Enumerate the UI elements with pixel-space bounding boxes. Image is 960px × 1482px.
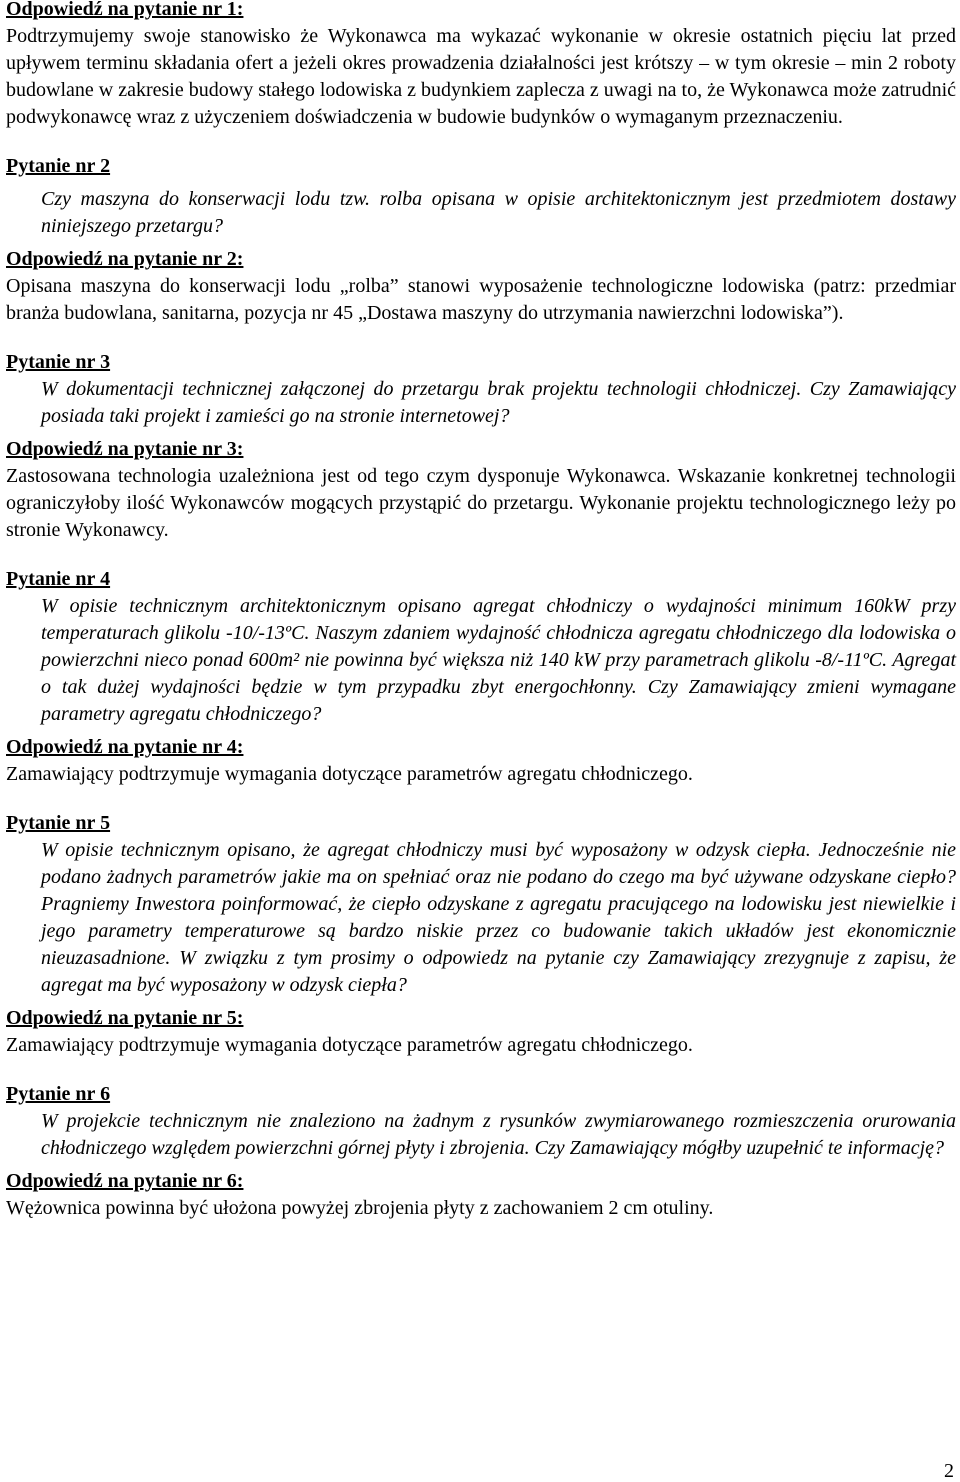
answer-text: Opisana maszyna do konserwacji lodu „rolba” stanowi wyposażenie technologiczne lodowiska (patrz: przedmiar branża budowlana, sanitarna, pozycja nr 45 „Dostawa maszyny do utrzymania nawierzchni lodowiska”).	[6, 275, 956, 324]
document-page	[6, 0, 956, 1222]
question-text: W opisie technicznym architektonicznym opisano agregat chłodniczy o wydajności minimum 160kW przy temperaturach glikolu -10/-13ºC. Naszym zdaniem wydajność chłodnicza agregatu chłodniczego dla lodowiska o powierzchni nieco ponad 600m² nie powinna być większa niż 140 kW przy parametrach glikolu -8/-11ºC. Agregat o tak dużej wydajności będzie w tym przypadku zbyt energochłonny. Czy Zamawiający zmieni wymagane parametry agregatu chłodniczego?	[41, 595, 956, 725]
answer-heading: Odpowiedź na pytanie nr 4:	[6, 736, 244, 758]
question-text: W dokumentacji technicznej załączonej do przetargu brak projektu technologii chłodniczej. Czy Zamawiający posiada taki projekt i zamieści go na stronie internetowej?	[41, 378, 956, 427]
question-heading: Pytanie nr 3	[6, 351, 111, 373]
answer-heading: Odpowiedź na pytanie nr 3:	[6, 438, 244, 460]
answer-text: Wężownica powinna być ułożona powyżej zbrojenia płyty z zachowaniem 2 cm otuliny.	[6, 1197, 714, 1219]
answer-text: Podtrzymujemy swoje stanowisko że Wykonawca ma wykazać wykonanie w okresie ostatnich pięciu lat przed upływem terminu składania ofert a jeżeli okres prowadzenia działalności jest krótszy – w tym okresie – min 2 roboty budowlane w zakresie budowy stałego lodowiska z budynkiem zaplecza z uwagi na to, że Wykonawca może zatrudnić podwykonawcę wraz z użyczeniem doświadczenia w budowie budynków o wymaganym przeznaczeniu.	[6, 25, 956, 128]
qa-section-3	[6, 349, 956, 544]
answer-text: Zastosowana technologia uzależniona jest od tego czym dysponuje Wykonawca. Wskazanie konkretnej technologii ograniczyłoby ilość Wykonawców mogących przystąpić do przetargu. Wykonanie projektu technologicznego leży po stronie Wykonawcy.	[6, 465, 956, 541]
question-heading: Pytanie nr 2	[6, 155, 111, 177]
answer-text: Zamawiający podtrzymuje wymagania dotyczące parametrów agregatu chłodniczego.	[6, 763, 693, 785]
qa-section-6	[6, 1081, 956, 1222]
answer-heading: Odpowiedź na pytanie nr 5:	[6, 1007, 244, 1029]
qa-section-5	[6, 810, 956, 1059]
answer-heading: Odpowiedź na pytanie nr 1:	[6, 0, 244, 20]
answer-heading: Odpowiedź na pytanie nr 2:	[6, 248, 244, 270]
question-text: Czy maszyna do konserwacji lodu tzw. rolba opisana w opisie architektonicznym jest przedmiotem dostawy niniejszego przetargu?	[41, 188, 956, 237]
question-heading: Pytanie nr 6	[6, 1083, 111, 1105]
question-text: W opisie technicznym opisano, że agregat chłodniczy musi być wyposażony w odzysk ciepła. Jednocześnie nie podano żadnych parametrów jakie ma on spełniać oraz nie podano do czego ma być używane odzyskane ciepło? Pragniemy Inwestora poinformować, że ciepło odzyskane z agregatu pracującego na lodowisku jest niewielkie i jego parametry temperaturowe są bardzo niskie przez co budowanie takich układów jest ekonomicznie nieuzasadnione. W związku z tym prosimy o odpowiedz na pytanie czy Zamawiający zrezygnuje z zapisu, że agregat ma być wyposażony w odzysk ciepła?	[41, 839, 956, 996]
answer-section-1	[6, 0, 956, 131]
answer-heading: Odpowiedź na pytanie nr 6:	[6, 1170, 244, 1192]
question-heading: Pytanie nr 4	[6, 568, 111, 590]
question-heading: Pytanie nr 5	[6, 812, 111, 834]
qa-section-4	[6, 566, 956, 788]
qa-section-2	[6, 153, 956, 327]
question-text: W projekcie technicznym nie znaleziono na żadnym z rysunków zwymiarowanego rozmieszczenia orurowania chłodniczego względem powierzchni górnej płyty i zbrojenia. Czy Zamawiający mógłby uzupełnić te informację?	[41, 1110, 956, 1159]
page-number: 2	[944, 1460, 954, 1482]
answer-text: Zamawiający podtrzymuje wymagania dotyczące parametrów agregatu chłodniczego.	[6, 1034, 693, 1056]
